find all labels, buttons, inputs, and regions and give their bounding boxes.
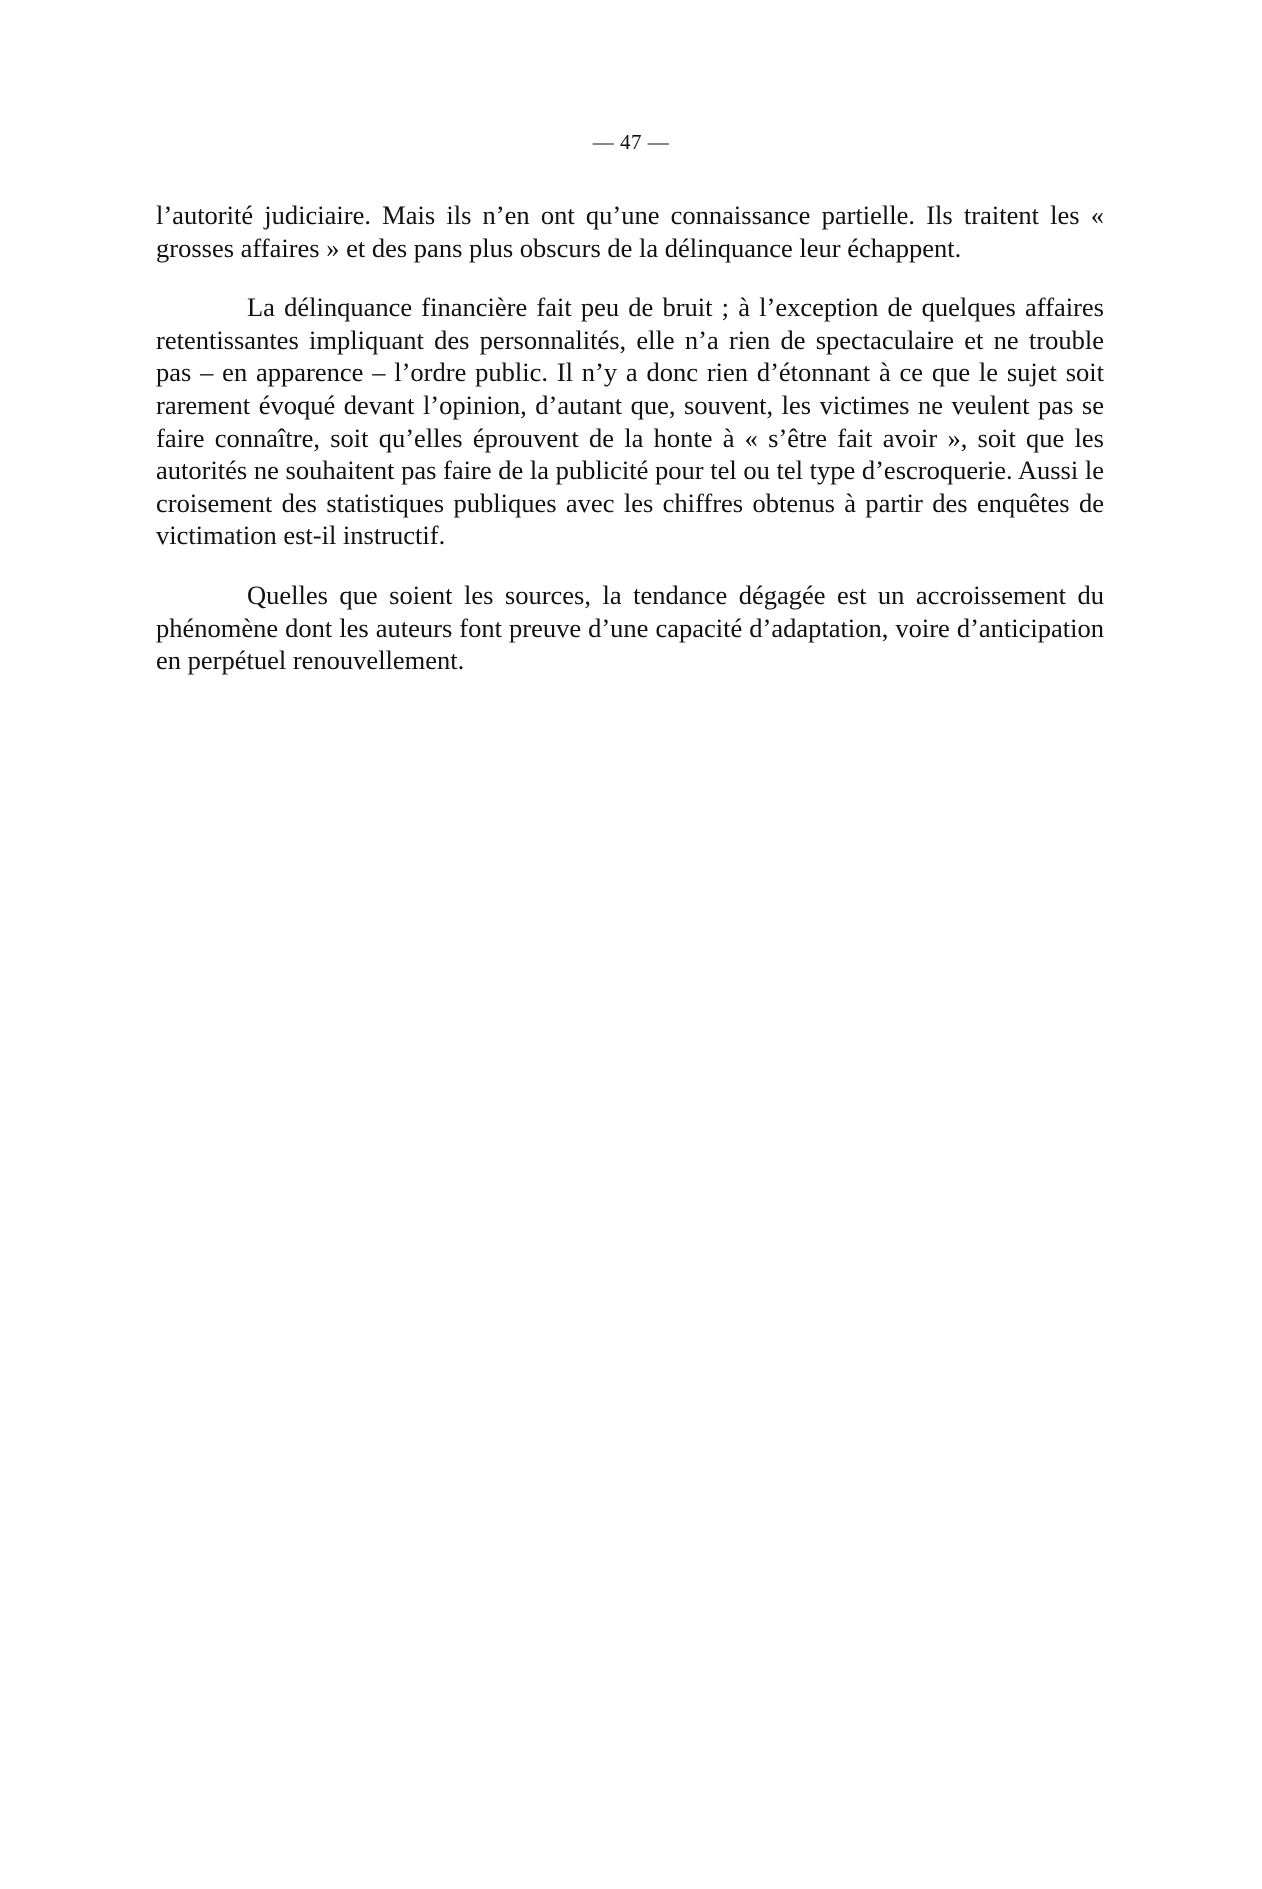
paragraph-trend: Quelles que soient les sources, la tendance dégagée est un accroissement du phénomène dont les auteurs font preuve d’une capacité d’adaptation, voire d’anticipation en perpétuel renouvellement. — [156, 579, 1104, 676]
page-number: — 47 — — [592, 130, 670, 154]
body-text — [156, 199, 1104, 704]
paragraph-financial-delinquency: La délinquance financière fait peu de bruit ; à l’exception de quelques affaires retentissantes impliquant des personnalités, elle n’a rien de spectaculaire et ne trouble pas – en apparence – l’ordre public. Il n’y a donc rien d’étonnant à ce que le sujet soit rarement évoqué devant l’opinion, d’autant que, souvent, les victimes ne veulent pas se faire connaître, soit qu’elles éprouvent de la honte à « s’être fait avoir », soit que les autorités ne souhaitent pas faire de la publicité pour tel ou tel type d’escroquerie. Aussi le croisement des statistiques publiques avec les chiffres obtenus à partir des enquêtes de victimation est-il instructif. — [156, 292, 1104, 551]
paragraph-continuation: l’autorité judiciaire. Mais ils n’en ont qu’une connaissance partielle. Ils traitent les « grosses affaires » et des pans plus obscurs de la délinquance leur échappent. — [156, 200, 1104, 263]
